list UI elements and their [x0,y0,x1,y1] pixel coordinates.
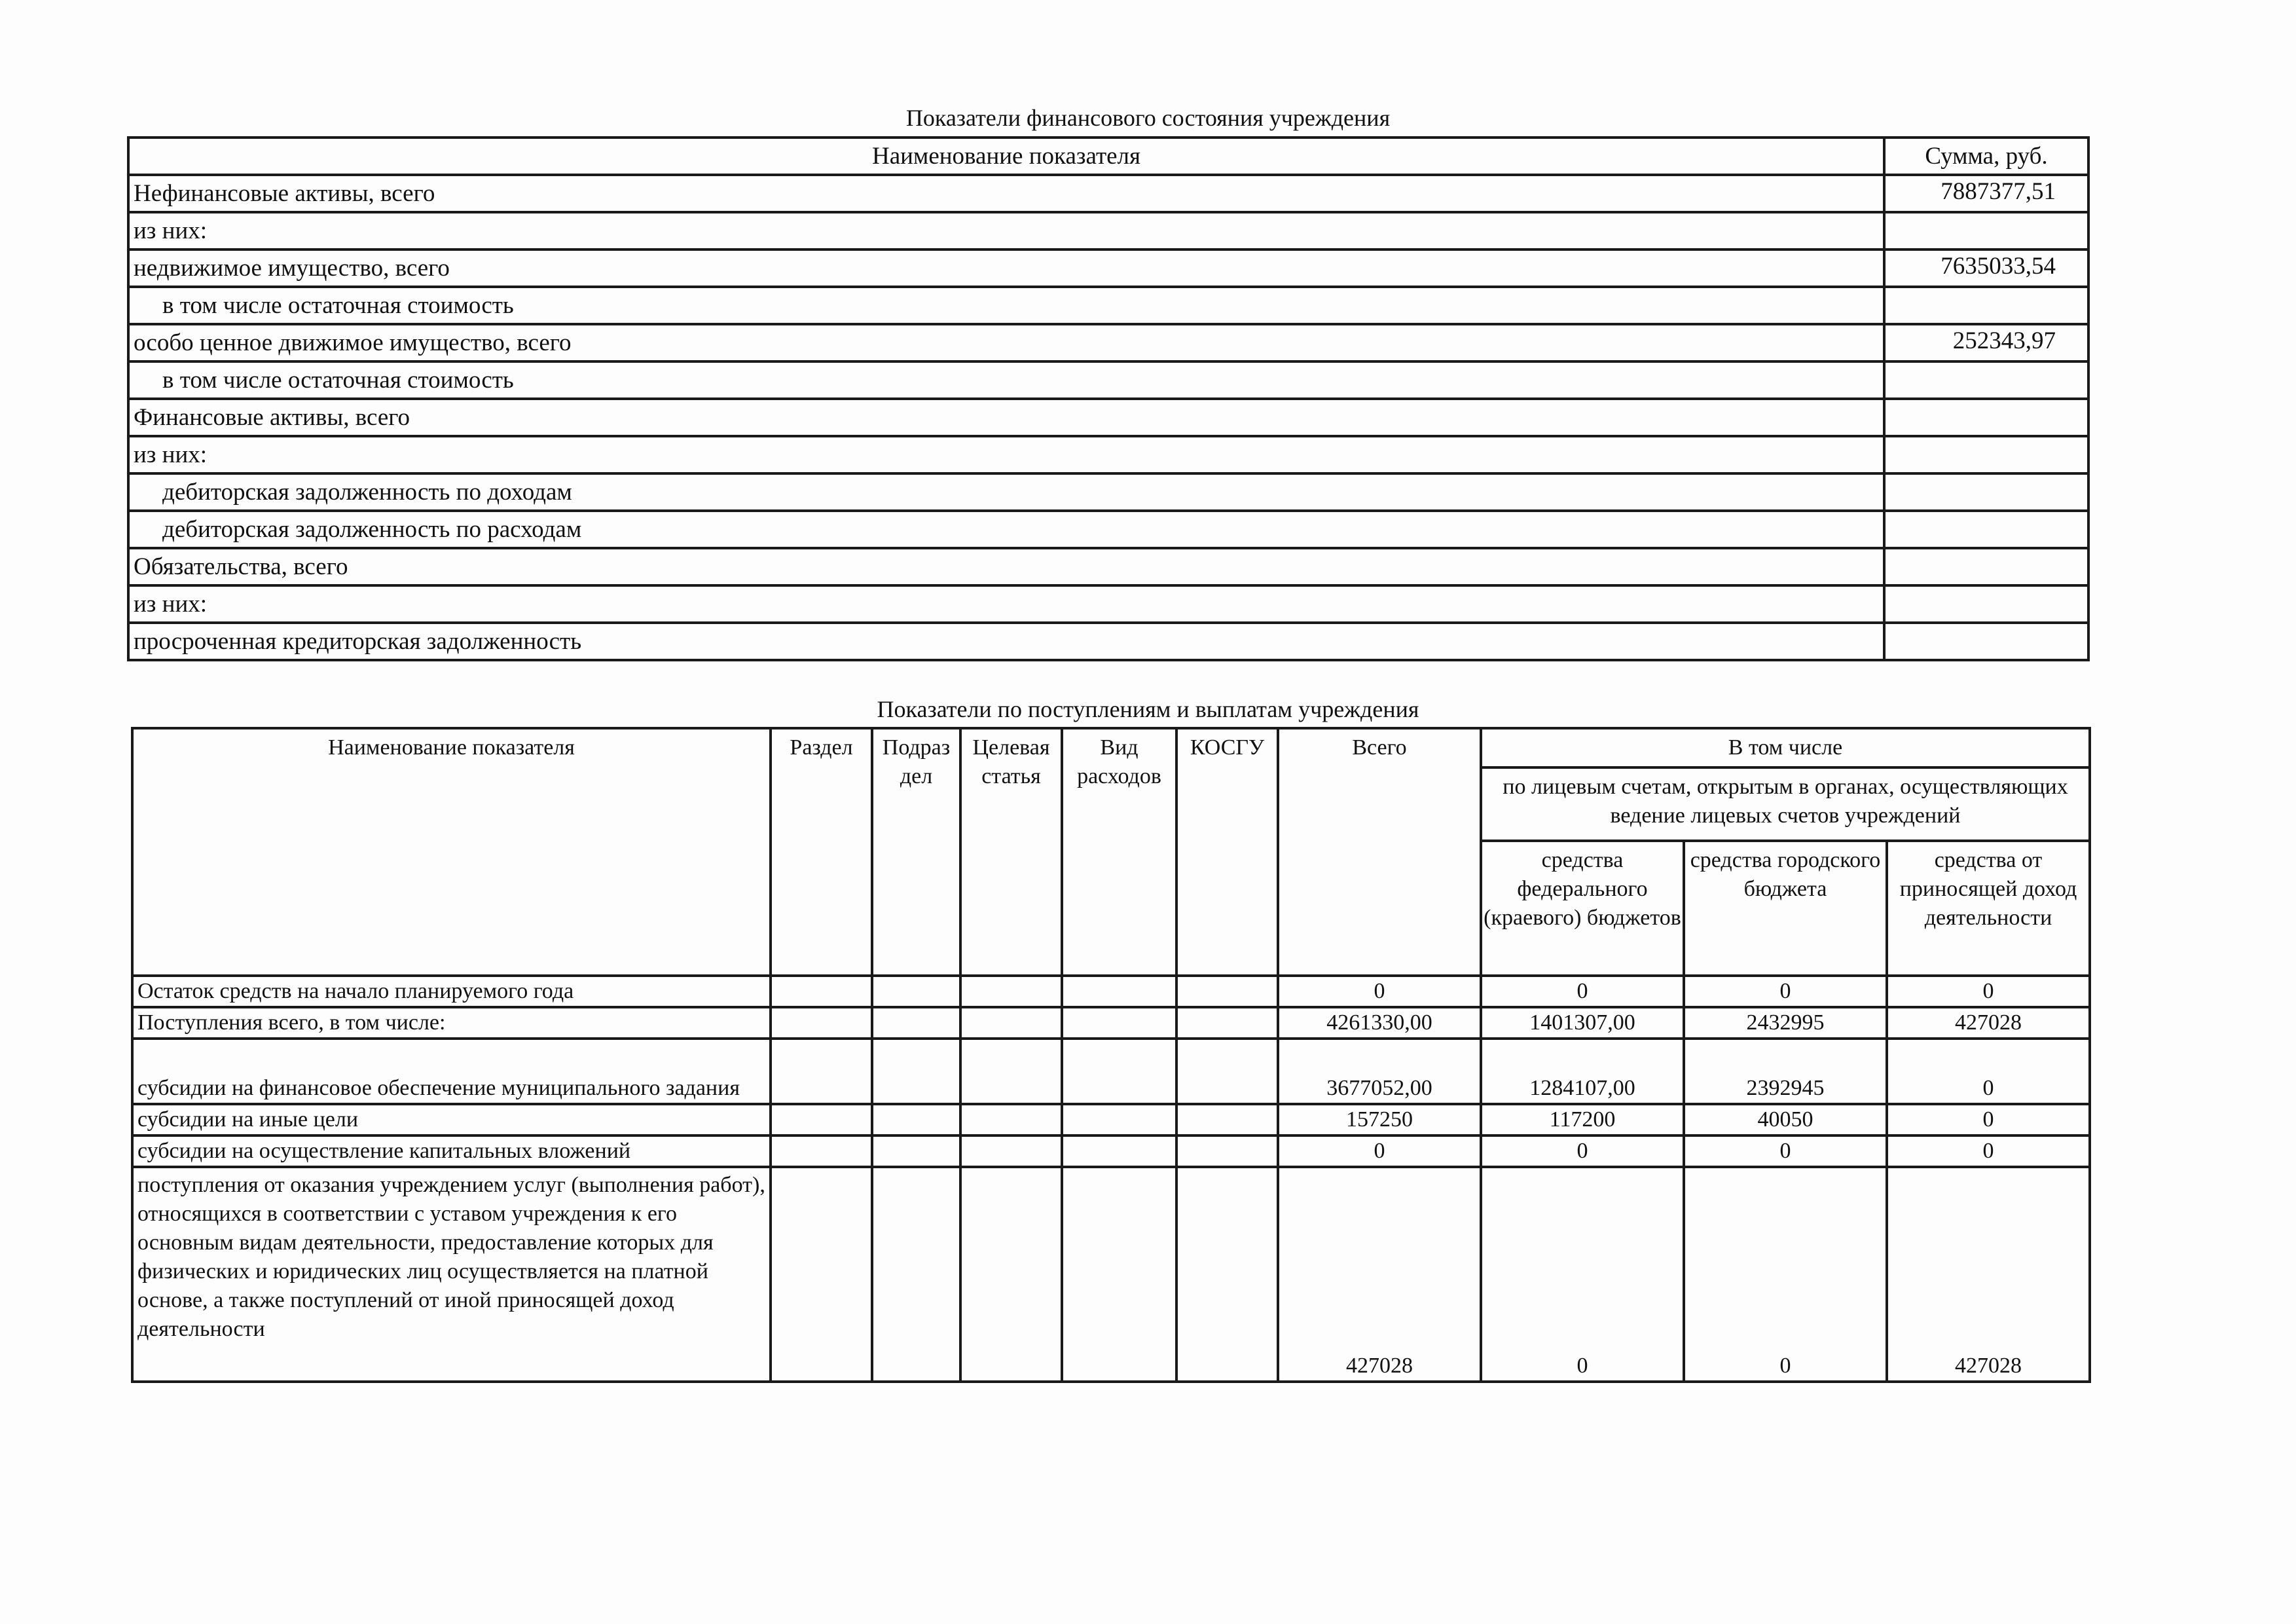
cell-razdel [771,976,872,1007]
cell-federal: 0 [1481,1167,1684,1382]
cell-podrazdel [872,1007,960,1039]
column-header-federal: средства федерального (краевого) бюджетов [1481,841,1684,976]
row-label: в том числе остаточная стоимость [128,287,1884,324]
row-value [1884,212,2088,249]
cell-kosgu [1176,1007,1278,1039]
cell-income: 0 [1887,1039,2090,1104]
row-value: 7635033,54 [1884,249,2088,287]
receipts-table [131,727,2091,1383]
cell-federal: 0 [1481,1135,1684,1167]
receipts-title: Показатели по поступлениям и выплатам учреждения [877,696,1419,722]
table-row [128,399,2088,436]
cell-income: 0 [1887,1135,2090,1167]
row-label: из них: [128,436,1884,473]
row-label: субсидии на осуществление капитальных вложений [132,1135,771,1167]
table-row [132,1167,2090,1382]
table-row [132,976,2090,1007]
cell-kosgu [1176,1104,1278,1135]
column-header-v-tom-chisle: В том числе [1481,728,2090,767]
column-header-razdel: Раздел [771,728,872,976]
cell-razdel [771,1135,872,1167]
cell-total: 3677052,00 [1278,1039,1481,1104]
row-label: субсидии на иные цели [132,1104,771,1135]
row-value [1884,436,2088,473]
cell-tselevaya [960,976,1062,1007]
table-row [128,287,2088,324]
cell-income: 427028 [1887,1167,2090,1382]
cell-podrazdel [872,976,960,1007]
cell-podrazdel [872,1039,960,1104]
column-header-name: Наименование показателя [132,728,771,976]
row-value [1884,585,2088,623]
cell-total: 0 [1278,1135,1481,1167]
financial-state-title: Показатели финансового состояния учреждения [905,105,1391,131]
cell-city: 0 [1684,1167,1887,1382]
table-row [128,249,2088,287]
cell-city: 0 [1684,976,1887,1007]
row-label: особо ценное движимое имущество, всего [128,324,1884,361]
cell-tselevaya [960,1104,1062,1135]
cell-tselevaya [960,1007,1062,1039]
column-header-income: средства от приносящей доход деятельности [1887,841,2090,976]
cell-kosgu [1176,1039,1278,1104]
cell-podrazdel [872,1167,960,1382]
table-row [128,436,2088,473]
row-value [1884,287,2088,324]
cell-federal: 0 [1481,976,1684,1007]
row-label: Поступления всего, в том числе: [132,1007,771,1039]
table-row [128,511,2088,548]
row-value [1884,473,2088,511]
cell-city: 2392945 [1684,1039,1887,1104]
row-value: 252343,97 [1884,324,2088,361]
column-header-vsego: Всего [1278,728,1481,976]
cell-income: 0 [1887,976,2090,1007]
header-row [132,728,2090,767]
table-row [128,361,2088,399]
cell-vid [1062,1039,1176,1104]
table-row [128,324,2088,361]
cell-city: 2432995 [1684,1007,1887,1039]
table-row [128,212,2088,249]
row-label: недвижимое имущество, всего [128,249,1884,287]
table-row [132,1039,2090,1104]
cell-federal: 1284107,00 [1481,1039,1684,1104]
table-row [132,1135,2090,1167]
cell-city: 40050 [1684,1104,1887,1135]
cell-vid [1062,1135,1176,1167]
table-row [128,175,2088,212]
cell-kosgu [1176,1135,1278,1167]
table-row [128,585,2088,623]
table-row [128,548,2088,585]
cell-vid [1062,1167,1176,1382]
row-label: в том числе остаточная стоимость [128,361,1884,399]
row-value [1884,399,2088,436]
cell-total: 4261330,00 [1278,1007,1481,1039]
row-label: просроченная кредиторская задолженность [128,623,1884,660]
cell-tselevaya [960,1039,1062,1104]
row-label: Остаток средств на начало планируемого года [132,976,771,1007]
cell-federal: 117200 [1481,1104,1684,1135]
column-header-kosgu: КОСГУ [1176,728,1278,976]
row-label: дебиторская задолженность по доходам [128,473,1884,511]
row-label: дебиторская задолженность по расходам [128,511,1884,548]
row-label: Финансовые активы, всего [128,399,1884,436]
row-label: субсидии на финансовое обеспечение муниципального задания [132,1039,771,1104]
column-header-vid: Вид расходов [1062,728,1176,976]
cell-tselevaya [960,1167,1062,1382]
cell-razdel [771,1039,872,1104]
cell-razdel [771,1167,872,1382]
row-value [1884,361,2088,399]
row-value: 7887377,51 [1884,175,2088,212]
cell-vid [1062,1007,1176,1039]
table-header-row [128,138,2088,175]
cell-podrazdel [872,1135,960,1167]
cell-razdel [771,1104,872,1135]
cell-podrazdel [872,1104,960,1135]
cell-income: 0 [1887,1104,2090,1135]
column-header-name: Наименование показателя [128,138,1884,175]
cell-vid [1062,1104,1176,1135]
column-header-tselevaya: Целевая статья [960,728,1062,976]
row-value [1884,623,2088,660]
row-label: из них: [128,585,1884,623]
row-label: Нефинансовые активы, всего [128,175,1884,212]
cell-total: 0 [1278,976,1481,1007]
row-label: Обязательства, всего [128,548,1884,585]
column-header-podrazdel: Подраз дел [872,728,960,976]
table-row [128,623,2088,660]
cell-total: 427028 [1278,1167,1481,1382]
table-row [132,1007,2090,1039]
cell-razdel [771,1007,872,1039]
financial-state-table [127,136,2090,661]
cell-tselevaya [960,1135,1062,1167]
table-row [132,1104,2090,1135]
cell-kosgu [1176,976,1278,1007]
row-value [1884,548,2088,585]
column-header-city: средства городского бюджета [1684,841,1887,976]
row-label: поступления от оказания учреждением услуг (выполнения работ), относящихся в соответствии с уставом учреждения к его основным видам деятельности, предоставление которых для физических и юридических лиц осуществляется на платной основе, а также поступлений от иной приносящей доход деятельности [132,1167,771,1382]
row-label: из них: [128,212,1884,249]
cell-vid [1062,976,1176,1007]
cell-total: 157250 [1278,1104,1481,1135]
row-value [1884,511,2088,548]
cell-income: 427028 [1887,1007,2090,1039]
column-header-accounts: по лицевым счетам, открытым в органах, осуществляющих ведение лицевых счетов учреждений [1481,767,2090,841]
cell-federal: 1401307,00 [1481,1007,1684,1039]
table-row [128,473,2088,511]
column-header-sum: Сумма, руб. [1884,138,2088,175]
cell-kosgu [1176,1167,1278,1382]
cell-city: 0 [1684,1135,1887,1167]
